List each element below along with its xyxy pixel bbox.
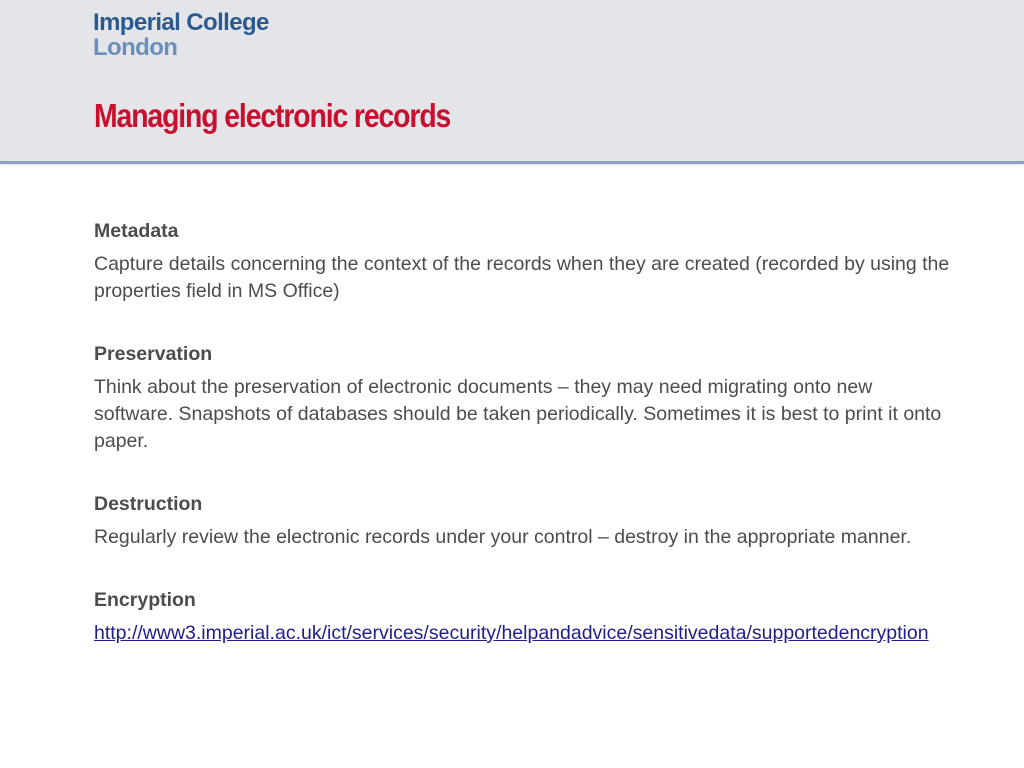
- slide-content: [94, 218, 954, 683]
- encryption-link[interactable]: http://www3.imperial.ac.uk/ict/services/security/helpandadvice/sensitivedata/supportedencryption: [94, 622, 929, 644]
- section-heading: Preservation: [94, 343, 213, 365]
- section-body: Capture details concerning the context of the records when they are created (recorded by using the properties field in MS Office): [94, 253, 950, 302]
- slide-title: Managing electronic records: [94, 97, 451, 134]
- section-heading: Encryption: [94, 589, 196, 611]
- section-body: [94, 620, 954, 647]
- section-preservation: [94, 341, 954, 455]
- logo-line-2: London: [93, 34, 178, 61]
- section-body: Regularly review the electronic records under your control – destroy in the appropriate manner.: [94, 526, 912, 548]
- section-metadata: [94, 218, 954, 305]
- section-encryption: [94, 587, 954, 647]
- section-body: Think about the preservation of electronic documents – they may need migrating onto new software. Snapshots of databases should be taken periodically. Sometimes it is best to print it onto paper.: [94, 376, 942, 452]
- header-band: [0, 0, 1024, 164]
- imperial-college-logo: [93, 10, 269, 60]
- section-heading: Destruction: [94, 493, 203, 515]
- section-heading: Metadata: [94, 220, 179, 242]
- logo-line-1: Imperial College: [93, 9, 269, 36]
- section-destruction: [94, 491, 954, 551]
